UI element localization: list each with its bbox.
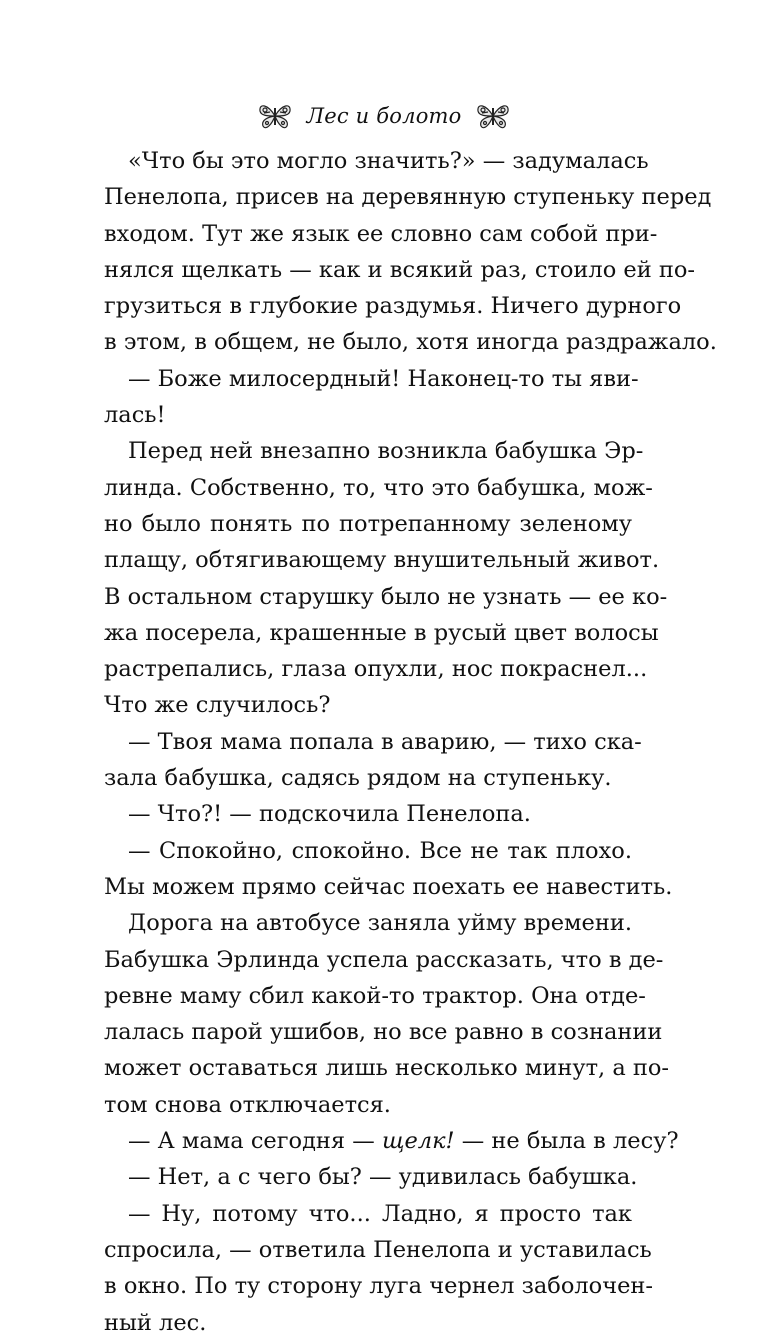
butterfly-ornament-left-icon (256, 100, 294, 132)
text-line: — Нет, а с чего бы? — удивилась бабушка. (128, 1164, 638, 1191)
text-line: ревне маму сбил какой-то трактор. Она отде- (104, 982, 646, 1009)
text-segment: — не была в лесу? (454, 1128, 679, 1155)
text-line: лась! (104, 402, 166, 429)
text-line: Дорога на автобусе заняла уйму времени. (128, 910, 632, 937)
text-line: Что же случилось? (104, 692, 331, 719)
text-line: плащу, обтягивающему внушительный живот. (104, 547, 660, 574)
text-segment: — А мама сегодня — (128, 1128, 382, 1155)
text-line: Перед ней внезапно возникла бабушка Эр- (128, 438, 644, 465)
text-line: может оставаться лишь несколько минут, а по- (104, 1055, 670, 1082)
text-line: — Спокойно, спокойно. Все не так плохо. (128, 837, 632, 864)
text-line: в окно. По ту сторону луга чернел заболочен- (104, 1273, 654, 1300)
text-line: грузиться в глубокие раздумья. Ничего дурного (104, 293, 682, 320)
butterfly-ornament-right-icon (474, 100, 512, 132)
body-text (104, 143, 717, 1341)
text-line: спросила, — ответила Пенелопа и уставилась (104, 1236, 652, 1263)
text-line: входом. Тут же язык ее словно сам собой при- (104, 220, 658, 247)
text-line (104, 1123, 679, 1159)
text-line: нялся щелкать — как и всякий раз, стоило ей по- (104, 256, 696, 283)
text-line: в этом, в общем, не было, хотя иногда раздражало. (104, 329, 717, 356)
text-line: зала бабушка, садясь рядом на ступеньку. (104, 765, 612, 792)
text-line: жа посерела, крашенные в русый цвет волосы (104, 619, 659, 646)
running-header (0, 96, 768, 136)
text-line: «Что бы это могло значить?» — задумалась (128, 148, 649, 174)
text-line: растрепались, глаза опухли, нос покраснел... (104, 656, 648, 683)
text-line: Мы можем прямо сейчас поехать ее навестить. (104, 873, 673, 900)
text-line: — Ну, потому что... Ладно, я просто так (128, 1200, 632, 1227)
text-line: ный лес. (104, 1309, 207, 1336)
text-line: Пенелопа, присев на деревянную ступеньку перед (104, 184, 712, 211)
running-title: Лес и болото (306, 104, 462, 128)
text-line: — Боже милосердный! Наконец-то ты яви- (128, 365, 639, 392)
text-line: линда. Собственно, то, что это бабушка, мож- (104, 474, 653, 501)
text-line: но было понять по потрепанному зеленому (104, 510, 632, 537)
text-line: В остальном старушку было не узнать — ее ко- (104, 583, 668, 610)
text-line: — Что?! — подскочила Пенелопа. (128, 801, 531, 828)
text-line: том снова отключается. (104, 1091, 391, 1118)
italic-emphasis: щелк! (381, 1128, 455, 1155)
text-line: Бабушка Эрлинда успела рассказать, что в де- (104, 946, 664, 973)
text-line: лалась парой ушибов, но все равно в сознании (104, 1019, 663, 1046)
text-line: — Твоя мама попала в аварию, — тихо ска- (128, 728, 642, 755)
